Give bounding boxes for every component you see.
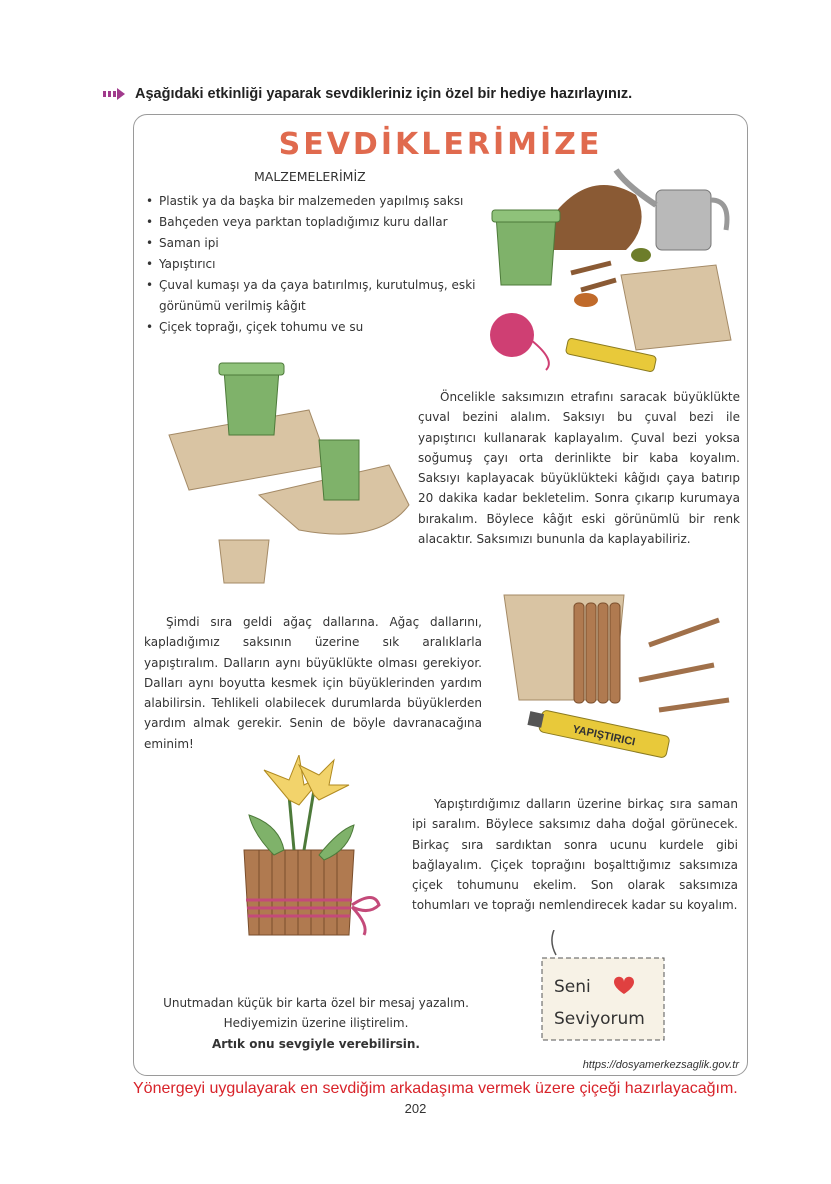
glue-label: YAPIŞTIRICI [571,723,637,749]
list-item: • Çuval kumaşı ya da çaya batırılmış, kurutulmuş, eski görünümü verilmiş kâğıt [144,275,494,317]
list-item: • Plastik ya da başka bir malzemeden yapılmış saksı [144,191,494,212]
materials-illustration [486,155,741,380]
materials-list [144,191,494,338]
closing-paragraph [134,993,498,1054]
instruction-statement: Yönergeyi uygulayarak en sevdiğim arkadaşıma vermek üzere çiçeği hazırlayacağım. [133,1080,738,1097]
love-note-illustration [534,930,674,1045]
closing-bold-line: Artık onu sevgiyle verebilirsin. [211,1036,420,1051]
list-item: • Bahçeden veya parktan topladığımız kuru dallar [144,212,494,233]
page-number: 202 [404,1101,427,1116]
list-item: • Yapıştırıcı [144,254,494,275]
note-line-2: Seviyorum [554,1009,645,1029]
materials-heading: MALZEMELERİMİZ [254,169,366,184]
step-1-paragraph: Öncelikle saksımızın etrafını saracak büyüklükte çuval bezini alalım. Saksıyı bu çuval bezi ile yapıştırıcı kullanarak kaplayalım. Çuval bezi yoksa soğumuş çayı orta derinlikte bir kaba koyalım. Saksıyı kaplayacak büyüklükteki kâğıdı çaya batırıp 20 dakika kadar bekletelim. Sonra çıkarıp kurumaya bırakalım. Böylece kâğıt eski görünümlü bir renk alacaktır. Saksımızı bununla da kaplayabiliriz. [418,390,740,547]
flower-pot-illustration [204,755,404,945]
pot-wrapping-illustration [159,355,419,585]
step-2-paragraph: Şimdi sıra geldi ağaç dallarına. Ağaç dallarını, kapladığımız saksının üzerine sık aralıklarla yapıştıralım. Dalların aynı büyüklükte olması gerekiyor. Dalları aynı boyutta kesmek için büyüklerinden yardım alabilirsin. Tehlikeli olabilecek durumlarda büyüklerden yardım almak gerekir. Senin de böyle davranacağına eminim! [144,615,482,751]
source-url: https://dosyamerkezsaglik.gov.tr [582,1059,739,1071]
list-item: • Saman ipi [144,233,494,254]
card-title: SEVDİKLERİMİZE [278,127,603,162]
list-item: • Çiçek toprağı, çiçek tohumu ve su [144,317,494,338]
closing-line-1: Unutmadan küçük bir karta özel bir mesaj yazalım. [163,996,469,1010]
instruction [103,86,632,102]
arrow-bullet-icon [103,88,125,100]
note-line-1: Seni [554,977,591,997]
instruction-text: Aşağıdaki etkinliği yaparak sevdikleriniz için özel bir hediye hazırlayınız. [135,86,633,102]
step-3-paragraph: Yapıştırdığımız dalların üzerine birkaç sıra saman ipi saralım. Böylece saksımız daha doğal görünecek. Birkaç sıra sardıktan sonra ucunu kurdele gibi bağlayalım. Çiçek toprağını boşalttığımız saksımıza çiçek tohumunu ekelim. Son olarak saksımıza tohumları ve toprağı nemlendirecek kadar su koyalım. [412,797,738,913]
closing-line-2: Hediyemizin üzerine iliştirelim. [223,1016,409,1031]
pot-with-sticks-illustration [489,575,739,775]
activity-card [133,114,748,1076]
